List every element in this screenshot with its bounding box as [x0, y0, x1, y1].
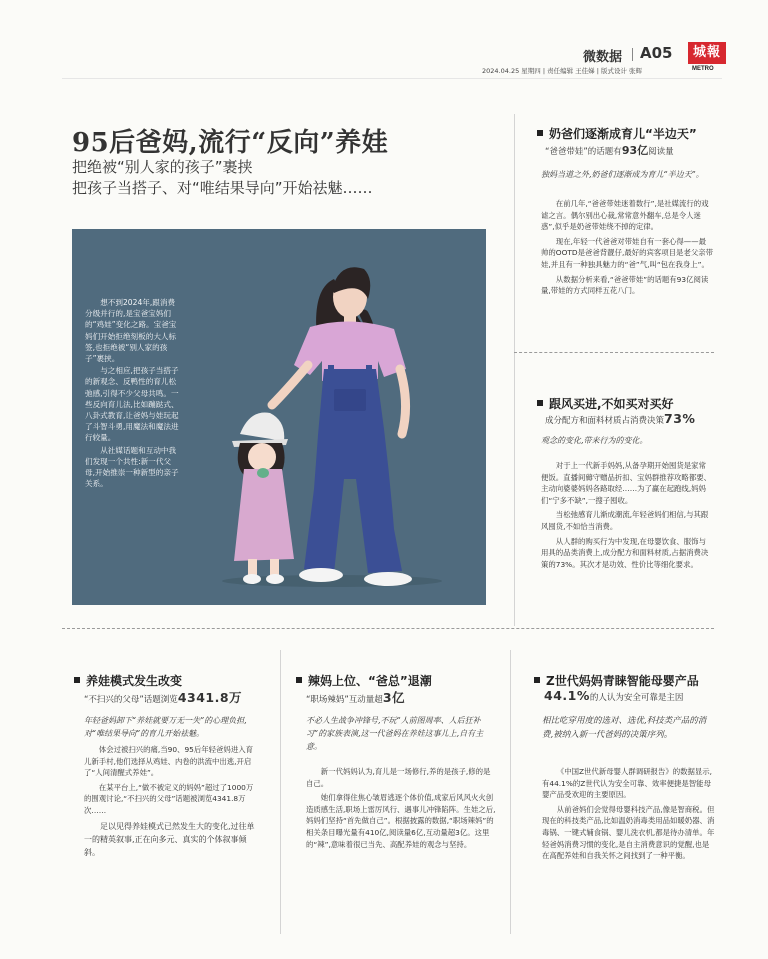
- body-paragraph: 在前几年,“爸爸带娃迷着数行”,是社媒流行的戏谑之言。偶尔别出心裁,常常意外翻车,总是令人迷惑”,似乎是奶爸带娃绕不掉的定律。: [541, 199, 709, 232]
- column-divider: [510, 650, 511, 934]
- intro-paragraph: 与之相应,把孩子当搭子的新观念、反鸭性的育儿松弛感,引得不少父母共鸣。一些反向育儿法,比如蹦跶式、八卦式教育,让爸妈与娃玩起了斗智斗勇,用魔法和魔法进行较量。: [85, 366, 179, 443]
- article-body: [84, 744, 260, 862]
- section-title: 奶爸们逐渐成育儿“半边天”: [537, 125, 697, 142]
- newspaper-logo: 城報: [688, 42, 726, 64]
- right-divider-dash: [514, 352, 714, 353]
- subtitle-number: 3亿: [382, 690, 406, 705]
- article-body: [542, 766, 716, 865]
- intro-paragraph: 从社媒话题和互动中我们发现一个共性:新一代父母,开始推崇一种新型的亲子关系。: [85, 445, 179, 489]
- column-divider: [280, 650, 281, 934]
- subtitle-text: 成分配方和面料材质占消费决策: [545, 416, 665, 426]
- body-paragraph: 从人群的购买行为中发现,在母婴饮食、服饰与用具的品类消费上,成分配方和面料材质,占据消费决策的73%。其次才是功效、性价比等细化要求。: [541, 536, 709, 569]
- lead-text: 年轻爸妈卸下“养娃就要万无一失”的心理负担,对“唯结果导向”的育儿开始祛魅。: [84, 716, 247, 738]
- section-subtitle: [84, 688, 242, 706]
- subtitle-text: 的人认为安全可靠是主因: [589, 693, 684, 703]
- section-title: 辣妈上位、“爸总”退潮: [296, 672, 432, 689]
- subtitle-number: 44.1%: [544, 688, 590, 703]
- illustration-panel: [72, 229, 486, 605]
- body-paragraph: 新一代妈妈认为,育儿是一场修行,养的是孩子,修的是自己。: [306, 767, 491, 788]
- subtitle-1: 把绝被“别人家的孩子”裹挟: [72, 158, 253, 176]
- article-body: [541, 460, 713, 573]
- lead-text: 独妈当道之外,奶爸们逐渐成为育儿“半边天”。: [541, 170, 704, 179]
- section-subtitle: [545, 411, 695, 426]
- intro-text: [85, 297, 181, 490]
- section-name: 微数据: [583, 50, 623, 65]
- subtitle-text: 阅读量: [648, 147, 674, 157]
- main-title: 95后爸妈,流行“反向”养娃: [72, 128, 389, 158]
- section-subtitle: [306, 688, 405, 706]
- lead-text: 相比吃穿用度的选对、选优,科技类产品的消费,被纳入新一代爸妈的决策序列。: [542, 716, 707, 740]
- subtitle-text: “爸爸带娃”的话题有: [545, 147, 622, 157]
- body-paragraph: 当松弛感育儿渐成潮流,年轻爸妈们相信,与其跟风囤货,不如恰当消费。: [541, 510, 709, 531]
- section-subtitle: [545, 142, 674, 158]
- subtitle-2: 把孩子当搭子、对“唯结果导向”开始祛魅……: [72, 179, 373, 197]
- body-paragraph: 从数据分析来看,“爸爸带娃”的话题有93亿阅读量,带娃的方式同样五花八门。: [541, 274, 709, 296]
- lead-text: 观念的变化,带来行为的变化。: [541, 436, 648, 445]
- section-title: 养娃模式发生改变: [74, 672, 182, 689]
- header-separator: [632, 48, 633, 61]
- subtitle-number: 4341.8万: [177, 690, 243, 705]
- subtitle-text: “不扫兴的父母”话题浏览: [84, 695, 178, 705]
- section-subtitle: [544, 688, 683, 703]
- header-meta: 2024.04.25 星期四 | 责任编辑 王佳娣 | 版式设计 张辉: [482, 67, 643, 75]
- page-number: A05: [640, 44, 673, 62]
- column-divider: [514, 114, 515, 626]
- body-paragraph: 对于上一代新手妈妈,从备孕期开始囤货是家常便饭。直播间薅守赠品折扣、宝妈群推荐攻略都要、主动向婆婆妈妈各路取经……为了赢在起跑线,妈妈们“宁多不缺”,一搜子囤收。: [541, 461, 711, 505]
- intro-paragraph: 想不到2024年,跟消费分级并行的,是宝爸宝妈们的“鸡娃”变化之路。宝爸宝妈们开始拒绝刻板的大人标签,也拒绝被“别人家的孩子”裹挟。: [85, 298, 177, 364]
- body-paragraph: 她们拿得住焦心皱眉逃逐个体价值,成家后风风火火创造质感生活,职场上雷厉风行、遇事儿冲锋陷阵。生娃之后,妈妈们坚持“首先做自己”。根据披露的数据,“职场辣妈”的相关条目曝光量有410亿,阅读量6亿,互动量超3亿。这里的“辣”,意味着很已当先、高配养娃的观念与坚持。: [306, 793, 496, 849]
- subtitle-text: “职场辣妈”互动量超: [306, 695, 383, 705]
- article-body: [306, 766, 496, 853]
- subtitle-number: 73%: [664, 411, 696, 426]
- body-paragraph: 从前爸妈们会觉得母婴科技产品,像是智商税。但现在的科技类产品,比如温奶消毒类用品如暖奶器、消毒锅、一键式辅食锅、婴儿洗衣机,都是待办清单。年轻爸妈消费习惯的变化,是自主消费意识的觉醒,也是在高配养娃和自我关怀之间找到了一种平衡。: [542, 804, 715, 861]
- subtitle-number: 93亿: [621, 144, 649, 157]
- body-paragraph: 体会过被扫兴的痛,当90、95后年轻爸妈进入育儿新手村,他们选择从鸡娃、内卷的洪流中出逃,开启了“人间清醒式养娃”。: [84, 745, 253, 778]
- article-body: [541, 198, 713, 300]
- horizontal-dashed-rule: [62, 628, 714, 629]
- section-title: Z世代妈妈青睐智能母婴产品: [534, 672, 699, 689]
- section-title: 跟风买进,不如买对买好: [537, 395, 674, 412]
- body-paragraph: 现在,年轻一代爸爸对带娃自有一套心得——最帅的OOTD是爸爸背靓仔,最好的宾客项目是老父亲带娃,并且有一种独具魅力的“爸”气,叫“包在我身上”。: [541, 236, 714, 269]
- body-paragraph: 足以见得养娃模式已然发生大的变化,过往单一的精英叙事,正在向多元、真实的个体叙事倾斜。: [84, 821, 255, 857]
- body-paragraph: 在某平台上,“做不被定义的妈妈”超过了1000万的围观讨论,“不扫兴的父母”话题被浏览4341.8万次……: [84, 782, 254, 815]
- body-paragraph: 《中国Z世代新母婴人群调研报告》的数据显示,有44.1%的Z世代认为安全可靠、效率便捷是智能母婴产品受欢迎的主要原因。: [542, 767, 713, 800]
- lead-text: 不必人生战争冲锋号,不玩“人前图周率、人后狂补习”的家族表演,这一代爸妈在养娃这事儿上,自有主意。: [306, 716, 484, 751]
- header-rule: [62, 78, 722, 79]
- metro-label: METRO: [692, 66, 714, 72]
